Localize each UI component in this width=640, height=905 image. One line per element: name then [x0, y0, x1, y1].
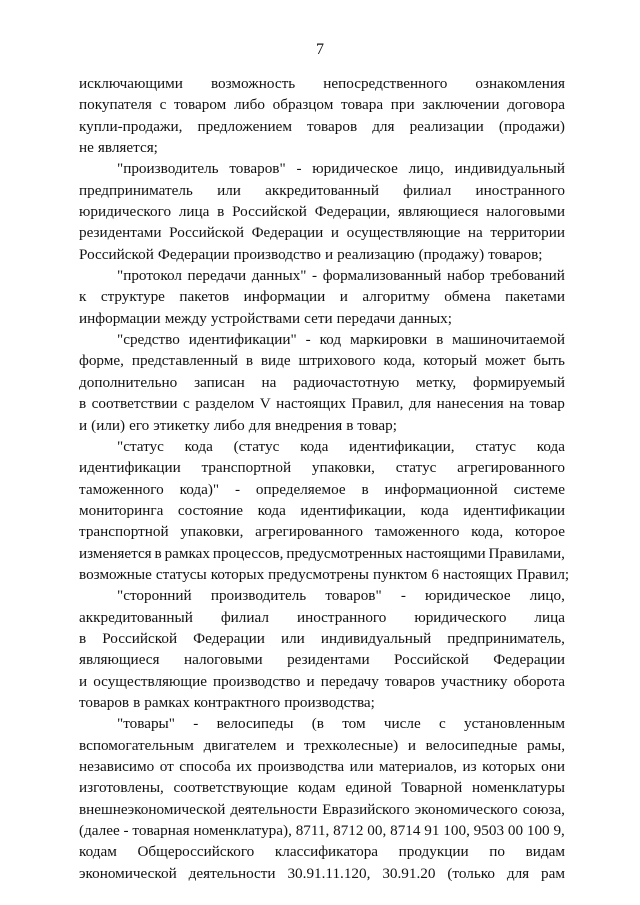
text-line: и осуществляющие производство и передачу товаров участнику оборота — [79, 672, 565, 690]
text-line: в соответствии с разделом V настоящих Правил, для нанесения на товар — [79, 395, 565, 413]
text-line: "сторонний производитель товаров" - юридическое лицо, — [117, 587, 565, 605]
text-line: исключающими возможность непосредственного ознакомления — [79, 75, 565, 92]
text-line: дополнительно записан на радиочастотную метку, формируемый — [79, 373, 565, 391]
text-line: транспортной упаковки, агрегированного таможенного кода, которое — [79, 523, 565, 541]
text-line: (далее - товарная номенклатура), 8711, 8712 00, 8714 91 100, 9503 00 100 9, — [79, 822, 565, 840]
text-line: "протокол передачи данных" - формализованный набор требований — [117, 267, 565, 285]
text-line: резидентами Российской Федерации и осуществляющие на территории — [79, 224, 565, 242]
text-line: покупателя с товаром либо образцом товара при заключении договора — [79, 96, 565, 114]
text-line: внешнеэкономической деятельности Евразийского экономического союза, — [79, 800, 565, 818]
text-line: таможенного кода)" - определяемое в информационной системе — [79, 480, 565, 498]
text-line: аккредитованный филиал иностранного юридического лица — [79, 608, 565, 626]
text-line: купли-продажи, предложением товаров для реализации (продажи) — [79, 117, 565, 135]
text-line: "средство идентификации" - код маркировки в машиночитаемой — [117, 331, 565, 349]
text-line: "товары" - велосипеды (в том числе с установленным — [117, 715, 565, 733]
text-line: "статус кода (статус кода идентификации, статус кода — [117, 437, 565, 455]
text-line: мониторинга состояние кода идентификации, кода идентификации — [79, 501, 565, 519]
text-line: не является; — [79, 139, 158, 157]
text-line: в Российской Федерации или индивидуальный предприниматель, — [79, 629, 565, 647]
text-line: изготовлены, соответствующие кодам единой Товарной номенклатуры — [79, 779, 565, 797]
text-line: возможные статусы которых предусмотрены пунктом 6 настоящих Правил; — [79, 565, 570, 583]
document-body — [79, 73, 570, 884]
text-line: предприниматель или аккредитованный филиал иностранного — [79, 181, 565, 199]
text-line: к структуре пакетов информации и алгоритму обмена пакетами — [79, 288, 565, 306]
text-line: экономической деятельности 30.91.11.120, 30.91.20 (только для рам — [79, 864, 565, 882]
text-line: Российской Федерации производство и реализацию (продажу) товаров; — [79, 245, 543, 263]
text-line: вспомогательным двигателем и трехколесные) и велосипедные рамы, — [79, 736, 565, 754]
text-line: информации между устройствами сети передачи данных; — [79, 309, 452, 327]
text-line: идентификации транспортной упаковки, статус агрегированного — [79, 459, 565, 477]
text-line: изменяется в рамках процессов, предусмотренных настоящими Правилами, — [79, 544, 565, 562]
text-line: товаров в рамках контрактного производства; — [79, 693, 375, 711]
page-number: 7 — [316, 41, 324, 58]
text-line: юридического лица в Российской Федерации, являющиеся налоговыми — [79, 203, 565, 221]
text-line: форме, представленный в виде штрихового кода, который может быть — [79, 352, 565, 370]
text-line: кодам Общероссийского классификатора продукции по видам — [79, 843, 565, 861]
text-line: являющиеся налоговыми резидентами Российской Федерации — [79, 651, 565, 669]
text-line: и (или) его этикетку либо для внедрения в товар; — [79, 416, 397, 434]
text-line: "производитель товаров" - юридическое лицо, индивидуальный — [117, 160, 565, 178]
text-line: независимо от способа их производства или материалов, из которых они — [79, 758, 565, 775]
